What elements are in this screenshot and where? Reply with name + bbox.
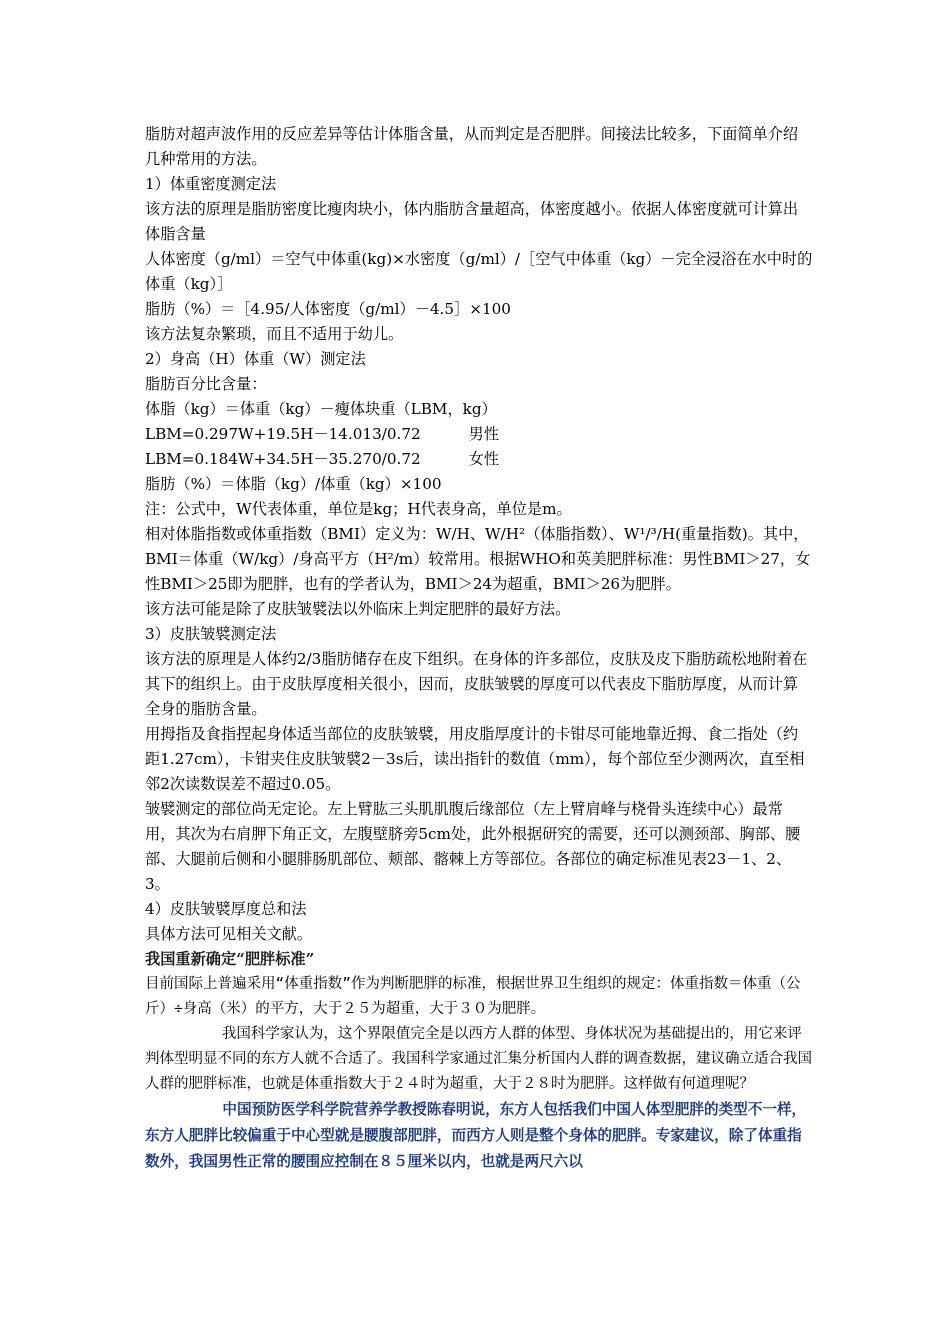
formula: 体脂（kg）＝体重（kg）－瘦体块重（LBM，kg） (145, 400, 497, 418)
paragraph: 目前国际上普遍采用“体重指数”作为判断肥胖的标准，根据世界卫生组织的规定：体重指数＝体重（公斤）÷身高（米）的平方，大于２５为超重，大于３０为肥胖。 (145, 976, 801, 1017)
formula-row (145, 422, 813, 447)
formula: 人体密度（g/ml）＝空气中体重(kg)×水密度（g/ml）/［空气中体重（kg）－完全浸浴在水中时的体重（kg）］ (145, 250, 813, 293)
section-heading: 3）皮肤皱襞测定法 (145, 625, 277, 643)
paragraph: 该方法的原理是人体约2/3脂肪储存在皮下组织。在身体的许多部位，皮肤及皮下脂肪疏松地附着在其下的组织上。由于皮肤厚度相关很小，因而，皮肤皱襞的厚度可以代表皮下脂肪厚度，从而计算全身的脂肪含量。 (145, 650, 808, 718)
formula: 脂肪（%）＝［4.95/人体密度（g/ml）－4.5］×100 (145, 300, 511, 318)
paragraph: 脂肪百分比含量： (145, 375, 267, 393)
section-heading: 2）身高（H）体重（W）测定法 (145, 350, 366, 368)
paragraph: 用拇指及食指捏起身体适当部位的皮肤皱襞，用皮脂厚度计的卡钳尽可能地靠近拇、食二指处（约距1.27cm），卡钳夹住皮肤皱襞2－3s后，读出指针的数值（mm），每个部位至少测两次，直至相邻2次读数误差不超过0.05。 (145, 725, 805, 793)
paragraph: 相对体脂指数或体重指数（BMI）定义为：W/H、W/H²（体脂指数）、W¹/³/H(重量指数)。其中，BMI＝体重（W/kg）/身高平方（H²/m）较常用。根据WHO和英美肥胖标准：男性BMI＞27，女性BMI＞25即为肥胖，也有的学者认为，BMI＞24为超重，BMI＞26为肥胖。 (145, 525, 811, 593)
paragraph: 脂肪对超声波作用的反应差异等估计体脂含量，从而判定是否肥胖。间接法比较多，下面简单介绍几种常用的方法。 (145, 125, 799, 168)
formula: 脂肪（%）＝体脂（kg）/体重（kg）×100 (145, 475, 442, 493)
paragraph: 具体方法可见相关文献。 (145, 925, 313, 943)
highlighted-paragraph: 中国预防医学科学院营养学教授陈春明说，东方人包括我们中国人体型肥胖的类型不一样，东方人肥胖比较偏重于中心型就是腰腹部肥胖，而西方人则是整个身体的肥胖。专家建议，除了体重指数外，我国男性正常的腰围应控制在８５厘米以内，也就是两尺六以 (145, 1101, 807, 1170)
paragraph: 该方法可能是除了皮肤皱襞法以外临床上判定肥胖的最好方法。 (145, 600, 571, 618)
document-body (145, 122, 813, 1175)
section-heading: 1）体重密度测定法 (145, 175, 277, 193)
paragraph: 该方法的原理是脂肪密度比瘦肉块小，体内脂肪含量超高，体密度越小。依据人体密度就可计算出体脂含量 (145, 200, 799, 243)
paragraph: 皱襞测定的部位尚无定论。左上臂肱三头肌肌腹后缘部位（左上臂肩峰与桡骨头连续中心）最常用，其次为右肩胛下角正文，左腹壁脐旁5cm处，此外根据研究的需要，还可以测颈部、胸部、腰部、大腿前后侧和小腿腓肠肌部位、颊部、髂棘上方等部位。各部位的确定标准见表23－1、2、3。 (145, 800, 801, 893)
formula-label: 男性 (468, 425, 500, 443)
note: 注：公式中，W代表体重，单位是kg；H代表身高，单位是m。 (145, 500, 572, 518)
article-heading: 我国重新确定“肥胖标准” (145, 950, 315, 968)
paragraph: 该方法复杂繁琐，而且不适用于幼儿。 (145, 325, 404, 343)
section-heading: 4）皮肤皱襞厚度总和法 (145, 900, 307, 918)
paragraph: 我国科学家认为，这个界限值完全是以西方人群的体型、身体状况为基础提出的，用它来评判体型明显不同的东方人就不合适了。我国科学家通过汇集分析国内人群的调查数据，建议确立适合我国人群的肥胖标准，也就是体重指数大于２４时为超重，大于２８时为肥胖。这样做有何道理呢？ (145, 1026, 812, 1092)
formula-label: 女性 (468, 450, 500, 468)
formula: LBM=0.297W+19.5H－14.013/0.72 (145, 425, 421, 443)
formula: LBM=0.184W+34.5H－35.270/0.72 (145, 450, 421, 468)
formula-row (145, 447, 813, 472)
